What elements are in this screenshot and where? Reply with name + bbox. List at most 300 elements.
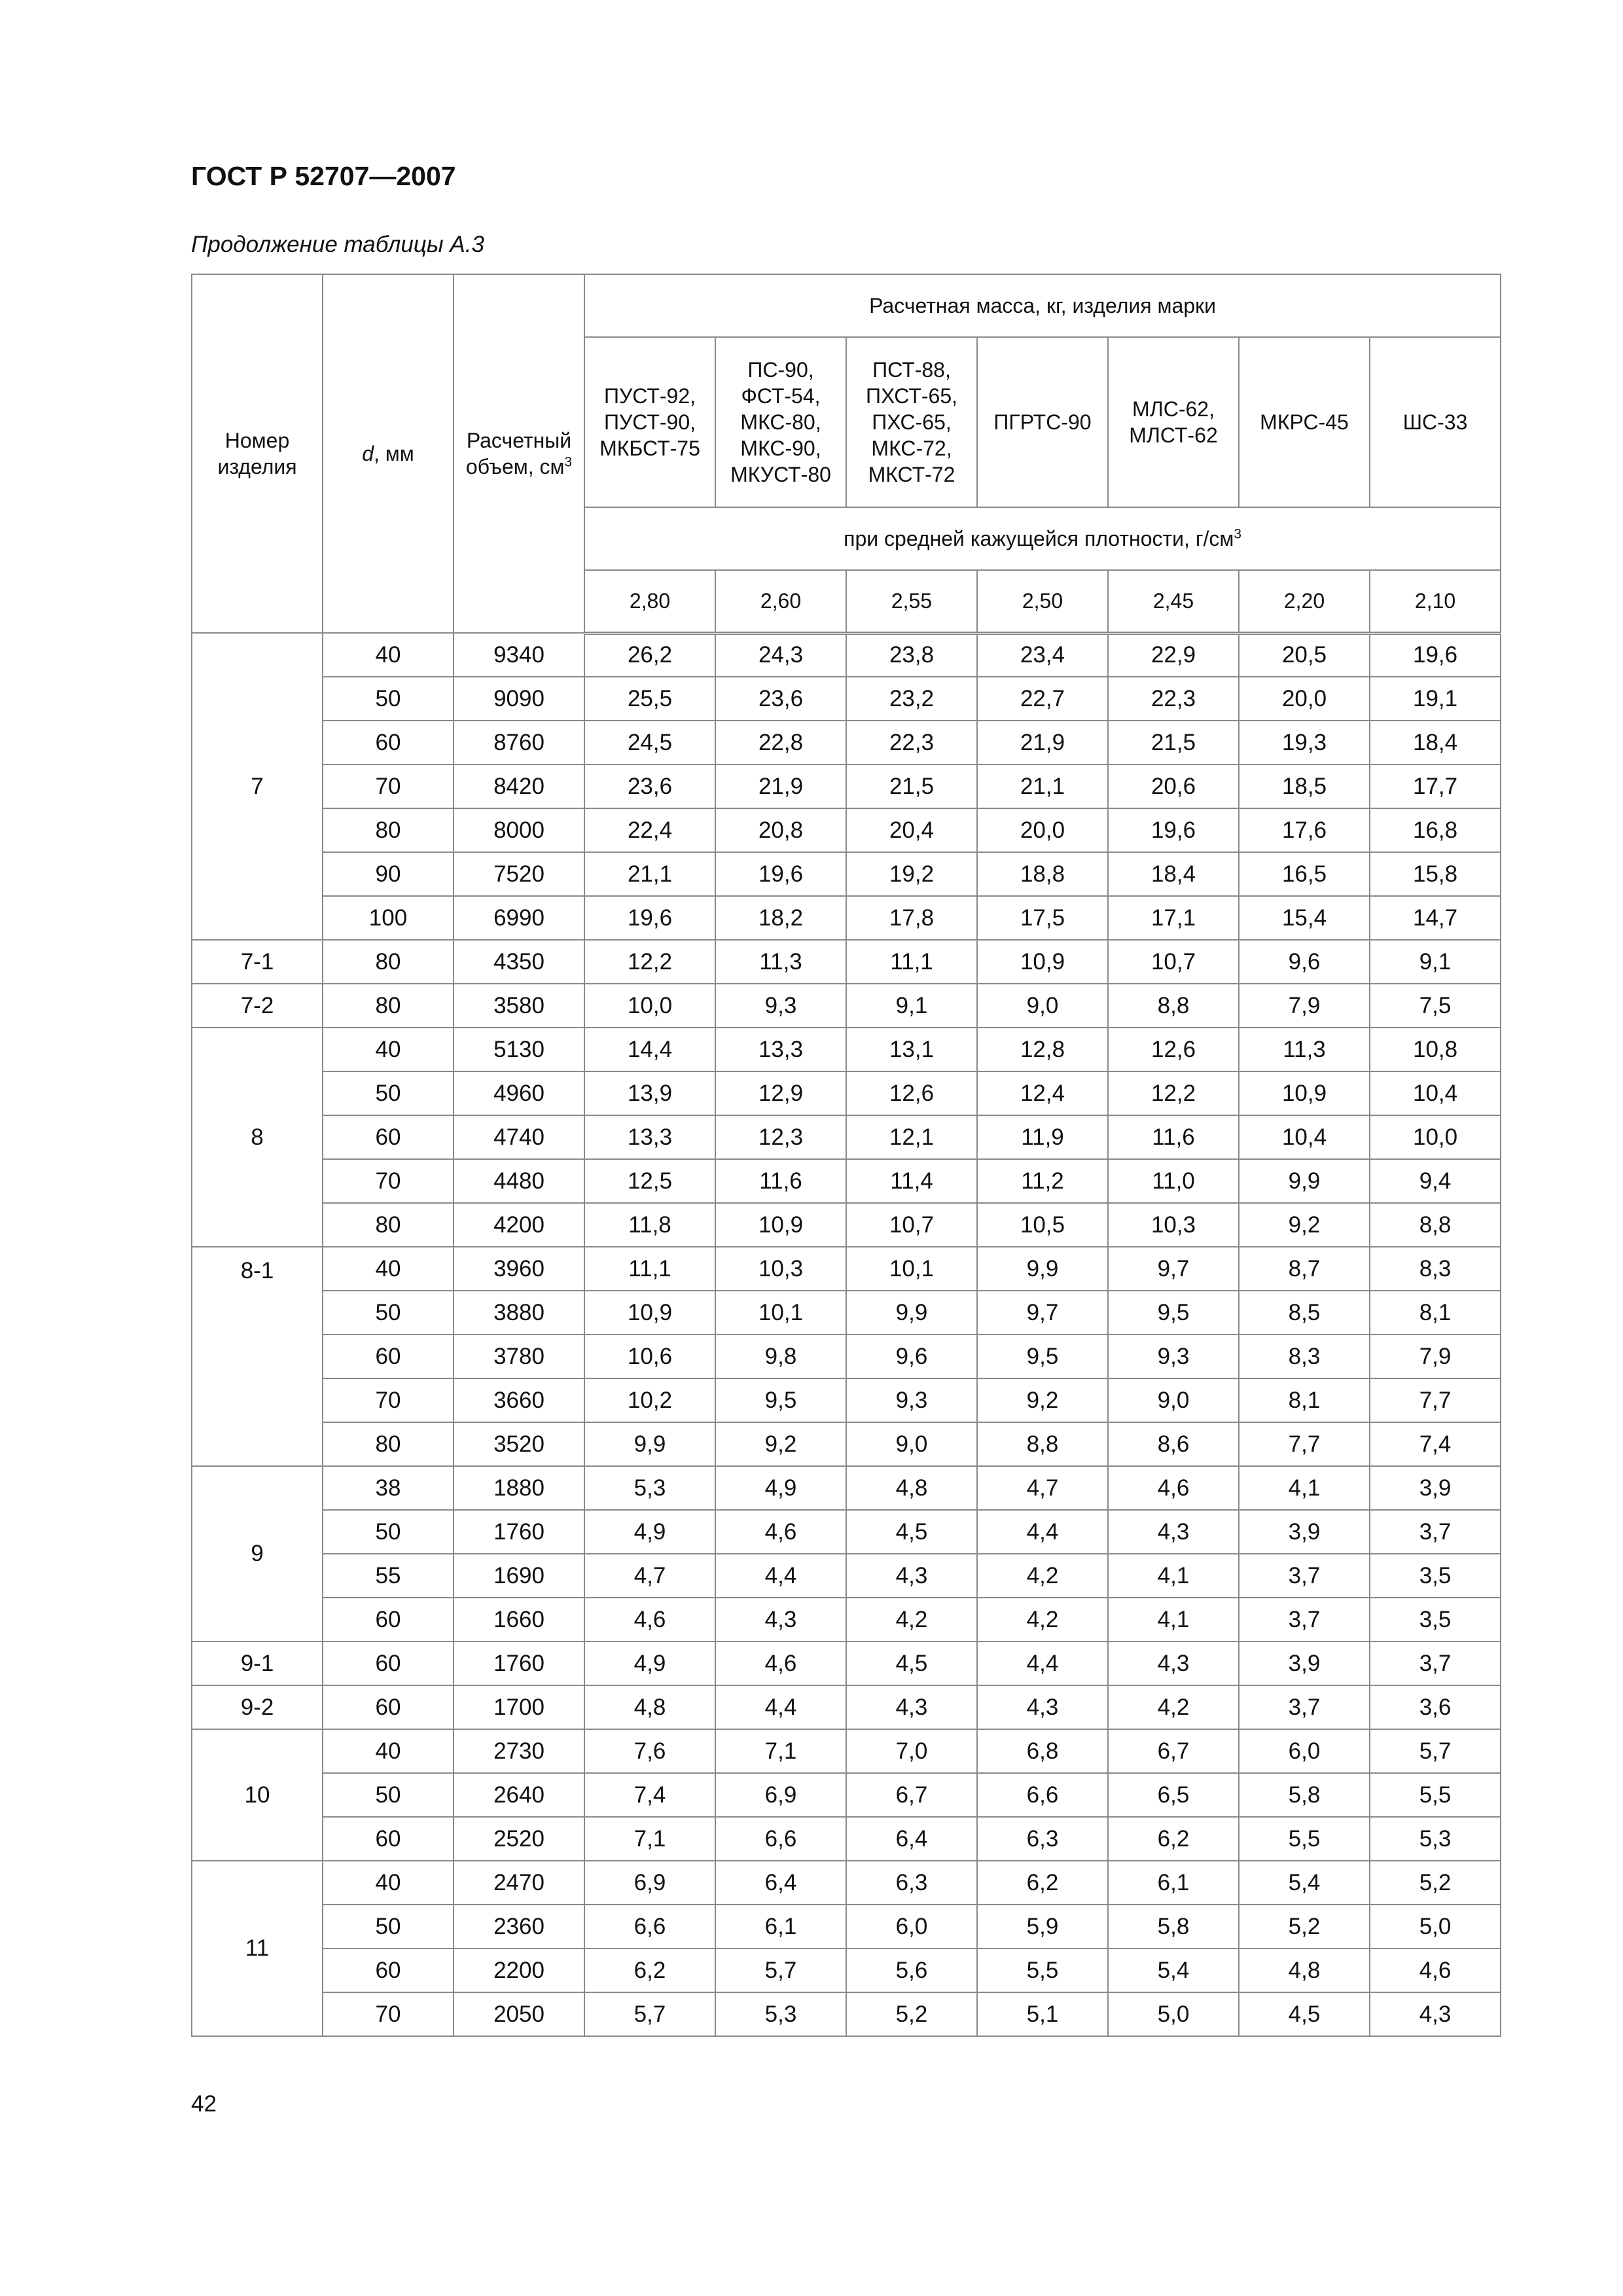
- diameter-cell: 80: [323, 808, 454, 852]
- mass-cell: 6,9: [715, 1773, 846, 1817]
- brand-line: МКС-72,: [871, 437, 952, 460]
- item-number-cell: 8-1: [192, 1247, 323, 1466]
- brand-line: ПХС-65,: [872, 410, 952, 434]
- volume-cell: 4350: [454, 940, 584, 984]
- mass-cell: 5,2: [1370, 1861, 1501, 1905]
- mass-cell: 10,9: [584, 1291, 715, 1335]
- diameter-cell: 50: [323, 1905, 454, 1948]
- mass-cell: 6,8: [977, 1729, 1108, 1773]
- diameter-cell: 60: [323, 1598, 454, 1641]
- mass-cell: 18,8: [977, 852, 1108, 896]
- mass-cell: 10,4: [1370, 1071, 1501, 1115]
- mass-cell: 7,7: [1370, 1378, 1501, 1422]
- volume-cell: 2360: [454, 1905, 584, 1948]
- mass-cell: 5,1: [977, 1992, 1108, 2036]
- mass-cell: 6,2: [977, 1861, 1108, 1905]
- diameter-cell: 80: [323, 1422, 454, 1466]
- volume-cell: 2050: [454, 1992, 584, 2036]
- diameter-cell: 80: [323, 940, 454, 984]
- mass-cell: 11,6: [715, 1159, 846, 1203]
- header-volume: [454, 274, 584, 633]
- mass-cell: 10,9: [1239, 1071, 1370, 1115]
- mass-cell: 6,5: [1108, 1773, 1239, 1817]
- mass-cell: 4,4: [715, 1554, 846, 1598]
- volume-cell: 8420: [454, 764, 584, 808]
- header-mass-title: Расчетная масса, кг, изделия марки: [584, 274, 1501, 337]
- mass-cell: 8,3: [1239, 1335, 1370, 1378]
- mass-cell: 25,5: [584, 677, 715, 721]
- mass-table: [191, 274, 1501, 2037]
- mass-cell: 11,3: [715, 940, 846, 984]
- item-number-cell: 7-2: [192, 984, 323, 1028]
- mass-cell: 9,3: [846, 1378, 977, 1422]
- mass-cell: 22,9: [1108, 633, 1239, 677]
- mass-cell: 4,1: [1108, 1598, 1239, 1641]
- mass-cell: 21,9: [977, 721, 1108, 764]
- diameter-cell: 60: [323, 1817, 454, 1861]
- mass-cell: 3,7: [1239, 1598, 1370, 1641]
- brand-line: МЛСТ-62: [1129, 423, 1218, 447]
- diameter-cell: 50: [323, 677, 454, 721]
- mass-cell: 20,8: [715, 808, 846, 852]
- volume-cell: 5130: [454, 1028, 584, 1071]
- brand-line: ПС-90,: [747, 358, 814, 382]
- mass-cell: 5,3: [715, 1992, 846, 2036]
- mass-cell: 6,6: [584, 1905, 715, 1948]
- mass-cell: 4,3: [1108, 1641, 1239, 1685]
- density-value: 2,60: [715, 570, 846, 633]
- mass-cell: 12,4: [977, 1071, 1108, 1115]
- mass-cell: 6,1: [715, 1905, 846, 1948]
- volume-cell: 3960: [454, 1247, 584, 1291]
- mass-cell: 10,5: [977, 1203, 1108, 1247]
- mass-cell: 20,0: [977, 808, 1108, 852]
- mass-cell: 9,1: [846, 984, 977, 1028]
- header-density-text: при средней кажущейся плотности, г/см: [844, 527, 1234, 550]
- mass-cell: 8,1: [1239, 1378, 1370, 1422]
- mass-cell: 19,6: [584, 896, 715, 940]
- mass-cell: 3,9: [1370, 1466, 1501, 1510]
- brand-line: МКРС-45: [1260, 410, 1349, 434]
- mass-cell: 6,1: [1108, 1861, 1239, 1905]
- mass-cell: 19,6: [1370, 633, 1501, 677]
- mass-cell: 3,6: [1370, 1685, 1501, 1729]
- mass-cell: 16,8: [1370, 808, 1501, 852]
- item-number-cell: 10: [192, 1729, 323, 1861]
- volume-cell: 1760: [454, 1641, 584, 1685]
- brand-header: [584, 337, 715, 507]
- mass-cell: 9,0: [977, 984, 1108, 1028]
- mass-cell: 16,5: [1239, 852, 1370, 896]
- mass-cell: 12,2: [1108, 1071, 1239, 1115]
- mass-cell: 7,5: [1370, 984, 1501, 1028]
- mass-cell: 3,7: [1370, 1510, 1501, 1554]
- mass-cell: 17,1: [1108, 896, 1239, 940]
- mass-cell: 11,8: [584, 1203, 715, 1247]
- mass-cell: 22,7: [977, 677, 1108, 721]
- diameter-cell: 60: [323, 1641, 454, 1685]
- mass-cell: 4,6: [715, 1510, 846, 1554]
- mass-cell: 7,4: [584, 1773, 715, 1817]
- header-diameter-unit: , мм: [374, 442, 414, 465]
- table-body: [192, 633, 1501, 2036]
- mass-cell: 4,7: [584, 1554, 715, 1598]
- mass-cell: 9,2: [977, 1378, 1108, 1422]
- mass-cell: 8,6: [1108, 1422, 1239, 1466]
- item-number-cell: 9-1: [192, 1641, 323, 1685]
- density-value: 2,10: [1370, 570, 1501, 633]
- brand-header: [1239, 337, 1370, 507]
- mass-cell: 8,1: [1370, 1291, 1501, 1335]
- mass-cell: 5,8: [1108, 1905, 1239, 1948]
- mass-cell: 3,7: [1239, 1554, 1370, 1598]
- brand-line: МКУСТ-80: [730, 463, 831, 486]
- mass-cell: 10,7: [846, 1203, 977, 1247]
- mass-cell: 24,3: [715, 633, 846, 677]
- mass-cell: 4,4: [977, 1641, 1108, 1685]
- table-row: [192, 1247, 1501, 1291]
- table-row: [192, 1992, 1501, 2036]
- mass-cell: 20,6: [1108, 764, 1239, 808]
- mass-cell: 17,8: [846, 896, 977, 940]
- diameter-cell: 40: [323, 1861, 454, 1905]
- mass-cell: 22,3: [1108, 677, 1239, 721]
- mass-cell: 17,7: [1370, 764, 1501, 808]
- mass-cell: 9,2: [715, 1422, 846, 1466]
- mass-cell: 8,8: [1370, 1203, 1501, 1247]
- mass-cell: 6,6: [715, 1817, 846, 1861]
- mass-cell: 11,4: [846, 1159, 977, 1203]
- table-row: [192, 1510, 1501, 1554]
- mass-cell: 19,3: [1239, 721, 1370, 764]
- header-volume-exp: 3: [564, 454, 573, 470]
- page-number: 42: [191, 2091, 217, 2117]
- mass-cell: 4,2: [1108, 1685, 1239, 1729]
- mass-cell: 3,9: [1239, 1510, 1370, 1554]
- mass-cell: 18,5: [1239, 764, 1370, 808]
- diameter-cell: 70: [323, 1159, 454, 1203]
- brand-header: [846, 337, 977, 507]
- volume-cell: 4740: [454, 1115, 584, 1159]
- mass-cell: 11,6: [1108, 1115, 1239, 1159]
- volume-cell: 3780: [454, 1335, 584, 1378]
- mass-cell: 8,8: [977, 1422, 1108, 1466]
- brand-header: [977, 337, 1108, 507]
- mass-cell: 7,6: [584, 1729, 715, 1773]
- brand-line: МЛС-62,: [1132, 397, 1215, 421]
- volume-cell: 1880: [454, 1466, 584, 1510]
- diameter-cell: 40: [323, 1247, 454, 1291]
- table-row: [192, 1378, 1501, 1422]
- mass-cell: 9,9: [1239, 1159, 1370, 1203]
- mass-cell: 10,9: [715, 1203, 846, 1247]
- mass-cell: 4,3: [846, 1554, 977, 1598]
- mass-cell: 10,1: [715, 1291, 846, 1335]
- mass-cell: 9,5: [977, 1335, 1108, 1378]
- diameter-cell: 40: [323, 633, 454, 677]
- table-row: [192, 1159, 1501, 1203]
- volume-cell: 3580: [454, 984, 584, 1028]
- mass-cell: 5,8: [1239, 1773, 1370, 1817]
- item-number-cell: 7: [192, 633, 323, 940]
- mass-cell: 4,4: [715, 1685, 846, 1729]
- table-row: [192, 1729, 1501, 1773]
- brand-line: ПХСТ-65,: [865, 384, 957, 408]
- mass-cell: 4,5: [846, 1510, 977, 1554]
- density-value: 2,45: [1108, 570, 1239, 633]
- mass-cell: 18,2: [715, 896, 846, 940]
- mass-cell: 9,9: [846, 1291, 977, 1335]
- mass-cell: 8,5: [1239, 1291, 1370, 1335]
- item-number-cell: 9: [192, 1466, 323, 1641]
- mass-cell: 6,0: [846, 1905, 977, 1948]
- mass-cell: 12,6: [846, 1071, 977, 1115]
- mass-cell: 11,3: [1239, 1028, 1370, 1071]
- mass-cell: 9,3: [715, 984, 846, 1028]
- density-value: 2,50: [977, 570, 1108, 633]
- diameter-cell: 90: [323, 852, 454, 896]
- diameter-cell: 50: [323, 1071, 454, 1115]
- table-row: [192, 1905, 1501, 1948]
- diameter-cell: 40: [323, 1028, 454, 1071]
- mass-cell: 4,6: [1370, 1948, 1501, 1992]
- mass-cell: 21,1: [977, 764, 1108, 808]
- table-row: [192, 1948, 1501, 1992]
- mass-cell: 9,1: [1370, 940, 1501, 984]
- volume-cell: 9090: [454, 677, 584, 721]
- mass-cell: 4,8: [584, 1685, 715, 1729]
- mass-cell: 3,5: [1370, 1554, 1501, 1598]
- volume-cell: 2520: [454, 1817, 584, 1861]
- mass-cell: 10,1: [846, 1247, 977, 1291]
- brand-line: ПУСТ-92,: [603, 384, 696, 408]
- mass-cell: 12,2: [584, 940, 715, 984]
- mass-cell: 4,7: [977, 1466, 1108, 1510]
- mass-cell: 23,2: [846, 677, 977, 721]
- diameter-cell: 55: [323, 1554, 454, 1598]
- mass-cell: 21,1: [584, 852, 715, 896]
- mass-cell: 4,3: [715, 1598, 846, 1641]
- mass-cell: 4,3: [1108, 1510, 1239, 1554]
- mass-cell: 9,8: [715, 1335, 846, 1378]
- volume-cell: 2640: [454, 1773, 584, 1817]
- diameter-cell: 60: [323, 1685, 454, 1729]
- mass-cell: 21,9: [715, 764, 846, 808]
- diameter-cell: 50: [323, 1291, 454, 1335]
- mass-cell: 20,4: [846, 808, 977, 852]
- mass-cell: 8,3: [1370, 1247, 1501, 1291]
- mass-cell: 6,9: [584, 1861, 715, 1905]
- mass-cell: 14,4: [584, 1028, 715, 1071]
- diameter-cell: 100: [323, 896, 454, 940]
- mass-cell: 11,2: [977, 1159, 1108, 1203]
- mass-cell: 19,6: [715, 852, 846, 896]
- mass-cell: 5,9: [977, 1905, 1108, 1948]
- mass-cell: 4,3: [846, 1685, 977, 1729]
- mass-cell: 23,6: [715, 677, 846, 721]
- mass-cell: 14,7: [1370, 896, 1501, 940]
- mass-cell: 6,7: [1108, 1729, 1239, 1773]
- mass-cell: 5,0: [1108, 1992, 1239, 2036]
- item-number-cell: 7-1: [192, 940, 323, 984]
- mass-cell: 5,7: [1370, 1729, 1501, 1773]
- mass-cell: 15,8: [1370, 852, 1501, 896]
- mass-cell: 10,9: [977, 940, 1108, 984]
- table-row: [192, 1773, 1501, 1817]
- header-density-exp: 3: [1234, 526, 1241, 542]
- mass-cell: 4,2: [846, 1598, 977, 1641]
- mass-cell: 21,5: [1108, 721, 1239, 764]
- mass-cell: 20,0: [1239, 677, 1370, 721]
- table-row: [192, 1598, 1501, 1641]
- volume-cell: 8760: [454, 721, 584, 764]
- brand-line: МКС-90,: [740, 437, 821, 460]
- volume-cell: 2470: [454, 1861, 584, 1905]
- table-row: [192, 721, 1501, 764]
- mass-cell: 11,0: [1108, 1159, 1239, 1203]
- mass-cell: 4,2: [977, 1598, 1108, 1641]
- table-row: [192, 1071, 1501, 1115]
- document-title: ГОСТ Р 52707—2007: [191, 161, 456, 191]
- mass-cell: 11,9: [977, 1115, 1108, 1159]
- diameter-cell: 38: [323, 1466, 454, 1510]
- brand-line: ФСТ-54,: [741, 384, 821, 408]
- mass-cell: 4,6: [584, 1598, 715, 1641]
- mass-cell: 4,8: [1239, 1948, 1370, 1992]
- mass-cell: 5,4: [1239, 1861, 1370, 1905]
- mass-cell: 22,4: [584, 808, 715, 852]
- mass-cell: 7,7: [1239, 1422, 1370, 1466]
- mass-cell: 6,2: [584, 1948, 715, 1992]
- mass-cell: 5,7: [584, 1992, 715, 2036]
- mass-cell: 3,7: [1370, 1641, 1501, 1685]
- mass-cell: 12,9: [715, 1071, 846, 1115]
- mass-cell: 9,3: [1108, 1335, 1239, 1378]
- mass-cell: 5,4: [1108, 1948, 1239, 1992]
- volume-cell: 1690: [454, 1554, 584, 1598]
- table-row: [192, 1028, 1501, 1071]
- mass-cell: 4,4: [977, 1510, 1108, 1554]
- diameter-cell: 80: [323, 1203, 454, 1247]
- table-row: [192, 1685, 1501, 1729]
- diameter-cell: 70: [323, 1992, 454, 2036]
- mass-cell: 7,4: [1370, 1422, 1501, 1466]
- mass-cell: 5,3: [1370, 1817, 1501, 1861]
- item-number-cell: 11: [192, 1861, 323, 2036]
- density-value: 2,80: [584, 570, 715, 633]
- table-row: [192, 852, 1501, 896]
- mass-cell: 5,2: [1239, 1905, 1370, 1948]
- mass-cell: 5,0: [1370, 1905, 1501, 1948]
- mass-cell: 10,0: [1370, 1115, 1501, 1159]
- mass-cell: 22,8: [715, 721, 846, 764]
- mass-cell: 12,8: [977, 1028, 1108, 1071]
- mass-cell: 4,8: [846, 1466, 977, 1510]
- table-row: [192, 896, 1501, 940]
- mass-cell: 10,2: [584, 1378, 715, 1422]
- mass-cell: 4,1: [1108, 1554, 1239, 1598]
- mass-cell: 13,3: [584, 1115, 715, 1159]
- mass-cell: 9,2: [1239, 1203, 1370, 1247]
- mass-cell: 10,0: [584, 984, 715, 1028]
- table-row: [192, 984, 1501, 1028]
- mass-cell: 5,6: [846, 1948, 977, 1992]
- mass-cell: 4,9: [584, 1641, 715, 1685]
- volume-cell: 6990: [454, 896, 584, 940]
- mass-cell: 10,3: [715, 1247, 846, 1291]
- mass-cell: 22,3: [846, 721, 977, 764]
- mass-cell: 17,6: [1239, 808, 1370, 852]
- mass-cell: 10,3: [1108, 1203, 1239, 1247]
- volume-cell: 1660: [454, 1598, 584, 1641]
- mass-cell: 17,5: [977, 896, 1108, 940]
- mass-cell: 5,5: [1370, 1773, 1501, 1817]
- mass-cell: 11,1: [584, 1247, 715, 1291]
- mass-cell: 26,2: [584, 633, 715, 677]
- volume-cell: 3880: [454, 1291, 584, 1335]
- brand-line: МКС-80,: [740, 410, 821, 434]
- mass-cell: 4,6: [715, 1641, 846, 1685]
- mass-cell: 10,4: [1239, 1115, 1370, 1159]
- mass-cell: 9,6: [1239, 940, 1370, 984]
- table-row: [192, 764, 1501, 808]
- volume-cell: 4480: [454, 1159, 584, 1203]
- volume-cell: 1700: [454, 1685, 584, 1729]
- mass-cell: 5,7: [715, 1948, 846, 1992]
- mass-cell: 6,4: [846, 1817, 977, 1861]
- diameter-cell: 80: [323, 984, 454, 1028]
- mass-cell: 6,0: [1239, 1729, 1370, 1773]
- volume-cell: 2200: [454, 1948, 584, 1992]
- volume-cell: 7520: [454, 852, 584, 896]
- table-row: [192, 633, 1501, 677]
- volume-cell: 4200: [454, 1203, 584, 1247]
- volume-cell: 3660: [454, 1378, 584, 1422]
- mass-cell: 6,3: [977, 1817, 1108, 1861]
- mass-cell: 6,3: [846, 1861, 977, 1905]
- table-row: [192, 1291, 1501, 1335]
- mass-cell: 9,9: [977, 1247, 1108, 1291]
- mass-cell: 13,9: [584, 1071, 715, 1115]
- mass-cell: 4,9: [584, 1510, 715, 1554]
- brand-header: [715, 337, 846, 507]
- volume-cell: 8000: [454, 808, 584, 852]
- mass-cell: 5,3: [584, 1466, 715, 1510]
- mass-cell: 6,6: [977, 1773, 1108, 1817]
- diameter-cell: 50: [323, 1510, 454, 1554]
- diameter-cell: 60: [323, 1115, 454, 1159]
- table-row: [192, 940, 1501, 984]
- mass-cell: 24,5: [584, 721, 715, 764]
- brand-line: ШС-33: [1402, 410, 1468, 434]
- volume-cell: 3520: [454, 1422, 584, 1466]
- diameter-cell: 50: [323, 1773, 454, 1817]
- mass-cell: 9,7: [977, 1291, 1108, 1335]
- mass-cell: 23,8: [846, 633, 977, 677]
- density-value: 2,20: [1239, 570, 1370, 633]
- mass-cell: 9,9: [584, 1422, 715, 1466]
- table-row: [192, 1554, 1501, 1598]
- mass-cell: 10,8: [1370, 1028, 1501, 1071]
- header-density-title: [584, 507, 1501, 570]
- diameter-cell: 40: [323, 1729, 454, 1773]
- mass-cell: 8,8: [1108, 984, 1239, 1028]
- diameter-cell: 70: [323, 1378, 454, 1422]
- mass-cell: 9,5: [1108, 1291, 1239, 1335]
- mass-cell: 4,2: [977, 1554, 1108, 1598]
- table-row: [192, 677, 1501, 721]
- mass-cell: 23,6: [584, 764, 715, 808]
